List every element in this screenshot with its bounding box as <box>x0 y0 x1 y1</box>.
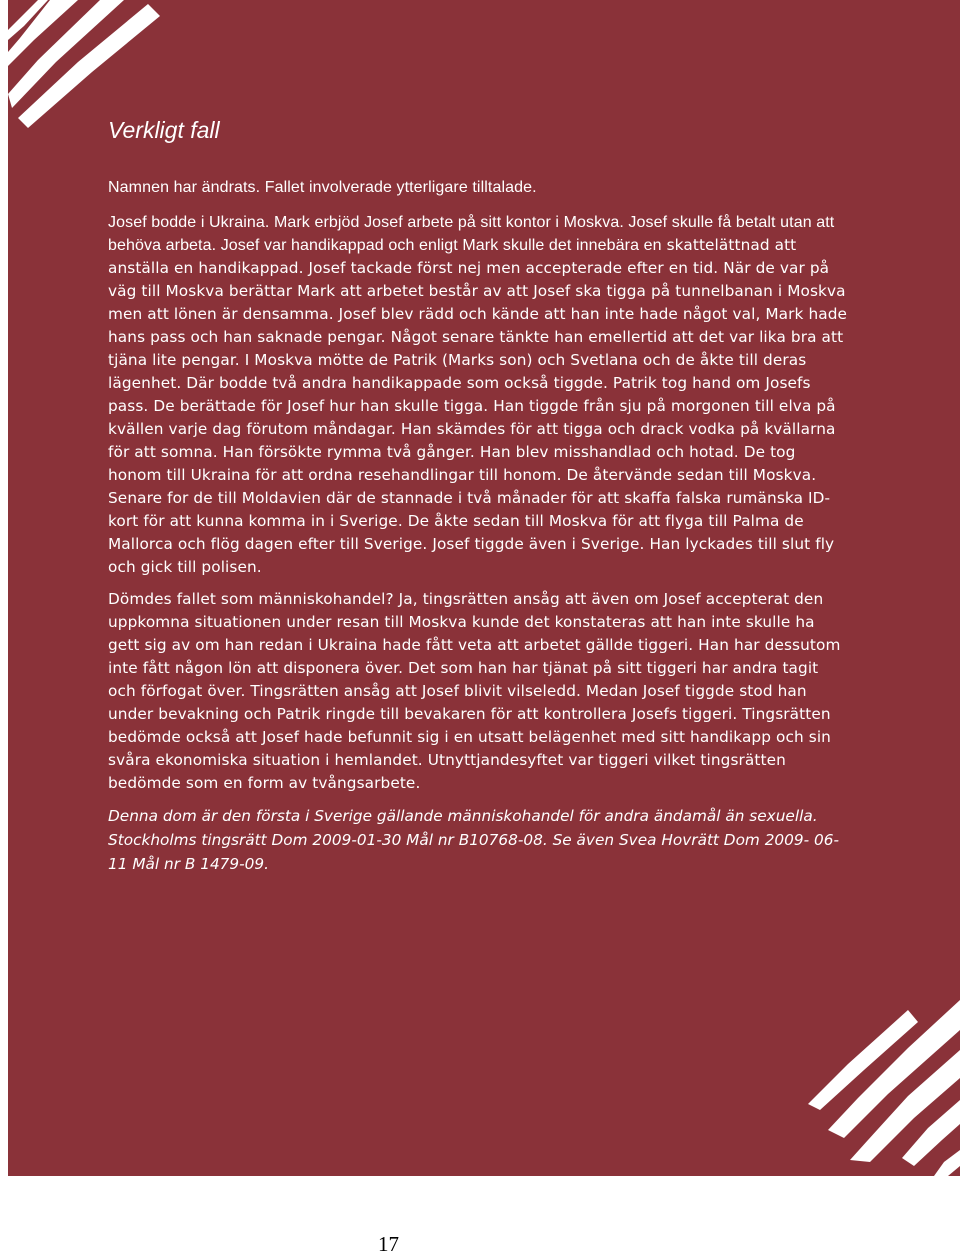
case-story-body: skattelättnad att anställa en handikappad. Josef tackade först nej men accepterade efter en tid. När de var på väg till Moskva berättar Mark att arbetet består av att Josef ska tigga på tunnelbanan i Moskva men att lönen är densamma. Josef blev rädd och kände att han inte hade något val, Mark hade hans pass och han saknade pengar. Något senare tänkte han emellertid att det var lika bra att tjäna lite pengar. I Moskva mötte de Patrik (Marks son) och Svetlana och de åkte till deras lägenhet. Där bodde två andra handikappade som också tiggde. Patrik tog hand om Josefs pass. De berättade för Josef hur han skulle tigga. Han tiggde från sju på morgonen till elva på kvällen varje dag förutom måndagar. Han skämdes för att tigga och drack vodka på kvällarna för att somna. Han försökte rymma två gånger. Han blev misshandlad och hotad. De tog honom till Ukraina för att ordna resehandlingar till honom. De återvände sedan till Moskva. Senare for de till Moldavien där de stannade i två månader för att skaffa falska rumänska ID-kort för att kunna komma in i Sverige. De åkte sedan till Moskva för att flyga till Palma de Mallorca och flög dagen efter till Sverige. Josef tiggde även i Sverige. Han lyckades till slut fly och gick till polisen. <box>108 236 848 576</box>
case-study-panel <box>8 0 960 1176</box>
case-title: Verkligt fall <box>108 117 220 143</box>
page-number: 17 <box>378 1232 399 1256</box>
names-note: Namnen har ändrats. Fallet involverade ytterligare tilltalade. <box>108 179 537 196</box>
court-reference: Denna dom är den första i Sverige gällande människohandel för andra ändamål än sexuella. Stockholms tingsrätt Dom 2009-01-30 Mål nr B10768-08. Se även Svea Hovrätt Dom 2009- 06-11 Mål nr B 1479-09. <box>108 807 839 873</box>
case-story-lead: Josef bodde i Ukraina. Mark erbjöd Josef arbete på sitt kontor i Moskva. Josef skulle få betalt utan att behöva arbeta. Josef var handikappad och enligt Mark skulle det innebära en <box>108 214 835 254</box>
case-story-paragraph <box>108 211 848 579</box>
verdict-paragraph: Dömdes fallet som människohandel? Ja, tingsrätten ansåg att även om Josef accepterat den uppkomna situationen under resan till Moskva kunde det konstateras att han inte skulle ha gett sig av om han redan i Ukraina hade fått veta att arbetet gällde tiggeri. Han har dessutom inte fått någon lön att disponera över. Det som han har tjänat på sitt tiggeri har andra tagit och förfogat över. Tingsrätten ansåg att Josef blivit vilseledd. Medan Josef tiggde stod han under bevakning och Patrik ringde till bevakaren för att kontrollera Josefs tiggeri. Tingsrätten bedömde också att Josef hade befunnit sig i en utsatt belägenhet med sitt handikapp och sin svåra ekonomiska situation i hemlandet. Utnyttjandesyftet var tiggeri vilket tingsrätten bedömde som en form av tvångsarbete. <box>108 590 841 792</box>
brush-stroke-bottom-5 <box>934 1150 960 1176</box>
case-study-content <box>108 112 848 876</box>
